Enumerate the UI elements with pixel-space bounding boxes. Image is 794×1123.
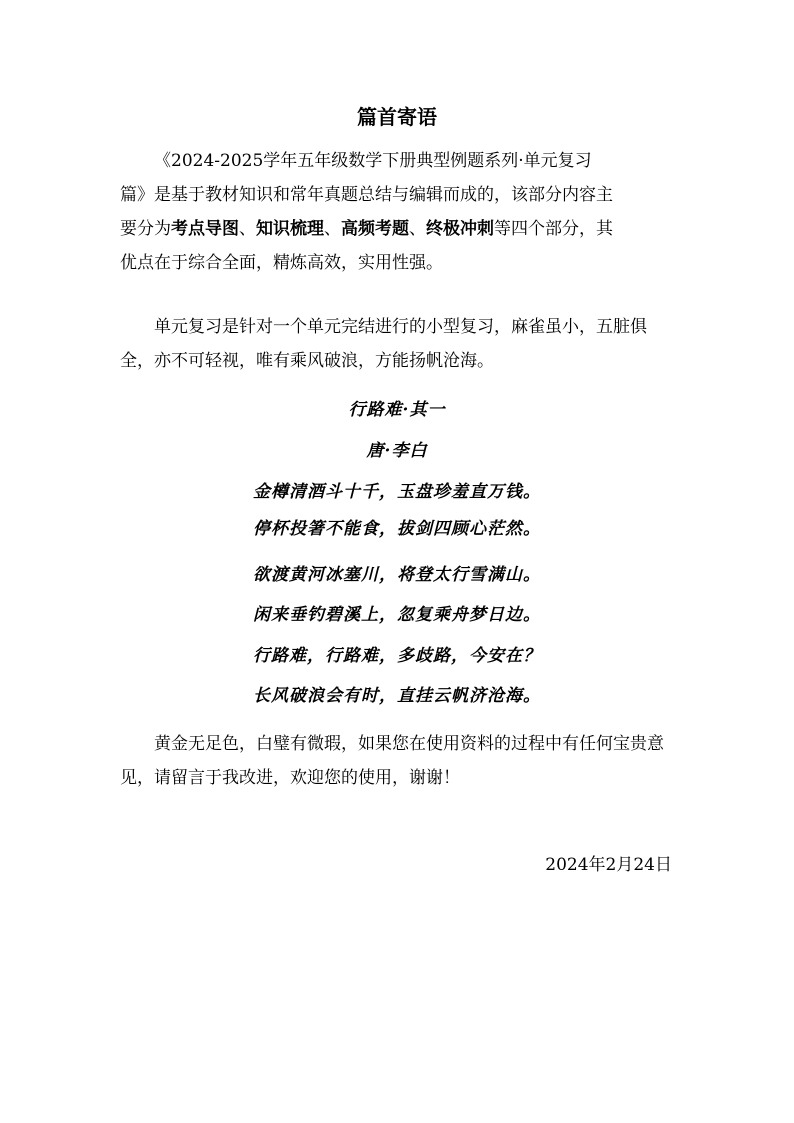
intro-line-4: 优点在于综合全面，精炼高效，实用性强。 (120, 253, 443, 273)
part-frequent-questions: 高频考题 (341, 219, 409, 239)
intro-line-2: 篇》是基于教材知识和常年真题总结与编辑而成的，该部分内容主 (120, 185, 613, 205)
intro-line-3: 要分为考点导图、知识梳理、高频考题、终极冲刺等四个部分，其 (120, 219, 613, 239)
poem-title: 行路难·其一 (348, 400, 446, 420)
poem-author: 唐·李白 (366, 441, 428, 461)
poem-line: 欲渡黄河冰塞川，将登太行雪满山。 (253, 565, 541, 585)
document-date: 2024年2月24日 (545, 855, 672, 875)
review-paragraph: 单元复习是针对一个单元完结进行的小型复习，麻雀虽小，五脏俱全，亦不可轻视，唯有乘风破浪，方能扬帆沧海。 (120, 317, 647, 371)
poem-line: 长风破浪会有时，直挂云帆济沧海。 (253, 686, 541, 706)
poem-line: 闲来垂钓碧溪上，忽复乘舟梦日边。 (253, 605, 541, 625)
poem-line: 行路难，行路难，多歧路，今安在？ (253, 646, 541, 666)
part-knowledge-review: 知识梳理 (256, 219, 324, 239)
intro-line-1: 《2024-2025学年五年级数学下册典型例题系列·单元复习 (154, 151, 592, 171)
poem-line: 停杯投箸不能食，拔剑四顾心茫然。 (253, 519, 541, 539)
closing-paragraph: 黄金无足色，白璧有微瑕，如果您在使用资料的过程中有任何宝贵意见，请留言于我改进，欢迎您的使用，谢谢！ (120, 734, 664, 788)
poem-line: 金樽清酒斗十千，玉盘珍羞直万钱。 (253, 482, 541, 502)
page-title: 篇首寄语 (357, 105, 437, 129)
intro-paragraph (120, 144, 672, 280)
part-final-sprint: 终极冲刺 (426, 219, 494, 239)
part-mind-map: 考点导图 (171, 219, 239, 239)
